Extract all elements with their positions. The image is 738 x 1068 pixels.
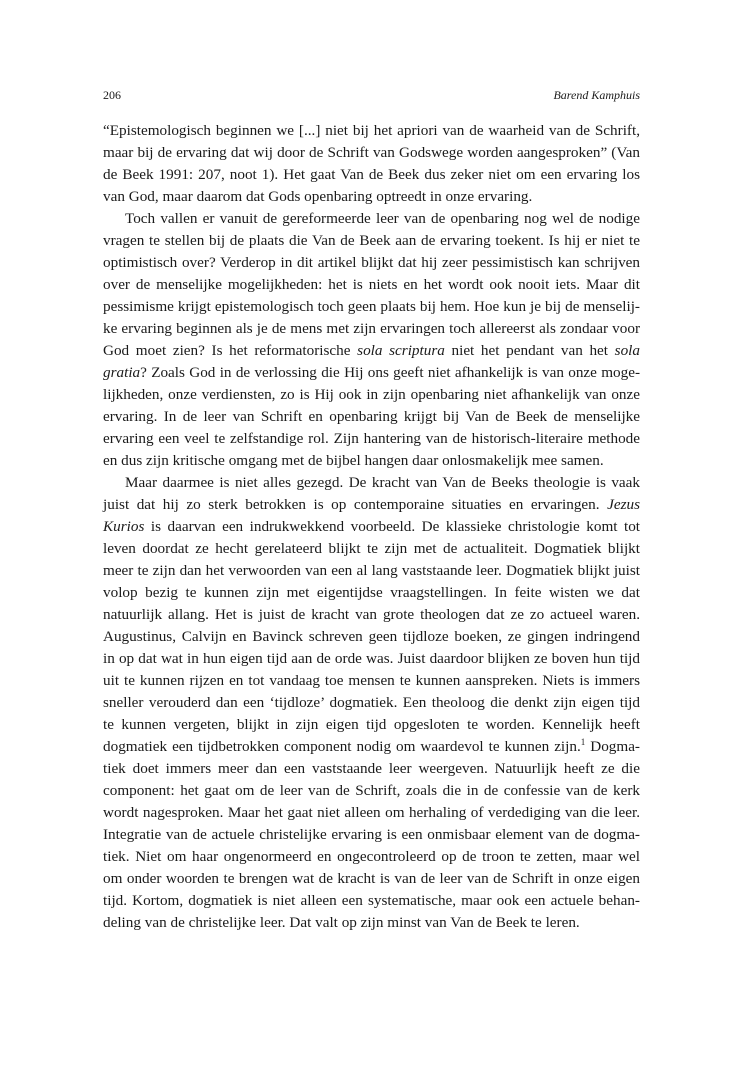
paragraph-1: [103, 120, 640, 208]
text-line: [103, 340, 640, 362]
text-line: meer te zijn dan het verwoorden van een al lang vaststaande leer. Dogmatiek blijkt juist: [103, 562, 640, 579]
italic-term: gratia: [103, 364, 141, 381]
text-line: tijd. Kortom, dogmatiek is niet alleen een systematische, maar ook een actuele behan-: [103, 892, 640, 909]
italic-term: Kurios: [103, 518, 145, 535]
page-number: 206: [103, 88, 121, 102]
text-run: dogmatiek een tijdbetrokken component nodig om waardevol te kunnen zijn.: [103, 738, 581, 755]
text-run: niet het pendant van het: [451, 342, 609, 359]
text-line: maar bij de ervaring dat wij door de Schrift van Godswege worden aangesproken” (Van: [103, 144, 640, 161]
text-line: ke ervaring beginnen als je de mens met zijn ervaringen toch allereerst als zondaar voor: [103, 320, 640, 337]
text-line: [103, 362, 640, 384]
text-line: over de menselijke mogelijkheden: het is niets en het wordt ook nooit iets. Maar dit: [103, 276, 640, 293]
text-line: ervaring. In de leer van Schrift en openbaring krijgt bij Van de Beek de menselijke: [103, 408, 640, 425]
text-line: Augustinus, Calvijn en Bavinck schreven geen tijdloze boeken, ze gingen indringend: [103, 628, 640, 645]
footnote-marker: 1: [580, 737, 586, 747]
italic-term: sola: [614, 342, 640, 359]
text-line: optimistisch over? Verderop in dit artikel blijkt dat hij zeer pessimistisch kan schrijven: [103, 254, 640, 271]
italic-term: sola scriptura: [357, 342, 445, 359]
text-line: vragen te stellen bij de plaats die Van de Beek aan de ervaring toekent. Is hij er niet te: [103, 232, 640, 249]
text-line: pessimisme krijgt epistemologisch toch geen plaats bij hem. Hoe kun je bij de menselij-: [103, 298, 640, 315]
text-line: in op dat wat in hun eigen tijd aan de orde was. Juist daardoor blijken ze boven hun tijd: [103, 650, 640, 667]
text-run: juist dat hij zo sterk betrokken is op contemporaine situaties en ervaringen.: [103, 496, 600, 513]
text-line: volop bezig te kunnen zijn met eigentijdse vraagstellingen. In feite wisten we dat: [103, 584, 640, 601]
text-line: component: het gaat om de leer van de Schrift, zoals die in de confessie van de kerk: [103, 782, 640, 799]
body-text: [103, 120, 640, 934]
text-line: Toch vallen er vanuit de gereformeerde leer van de openbaring nog wel de nodige: [125, 210, 640, 227]
text-line: [103, 516, 640, 538]
text-line: ervaring een veel te zelfstandige rol. Zijn hantering van de historisch-literaire methode: [103, 430, 640, 447]
paragraph-2: [103, 208, 640, 472]
text-line: natuurlijk allang. Het is juist de kracht van grote theologen dat ze zo actueel waren.: [103, 606, 640, 623]
text-line: lijkheden, onze verdiensten, zo is Hij ook in zijn openbaring niet afhankelijk van onze: [103, 386, 640, 403]
text-line: de Beek 1991: 207, noot 1). Het gaat Van de Beek dus zeker niet om een ervaring los: [103, 166, 640, 183]
running-head: [103, 86, 640, 104]
text-line: te kunnen vergeten, blijkt in zijn eigen tijd opgesloten te worden. Kennelijk heeft: [103, 716, 640, 733]
text-line: tiek. Niet om haar ongenormeerd en ongecontroleerd op de troon te zetten, maar wel: [103, 848, 640, 865]
text-line: tiek doet immers meer dan een vaststaande leer weergeven. Natuurlijk heeft ze die: [103, 760, 640, 777]
text-line: van God, maar daarom dat Gods openbaring optreedt in onze ervaring.: [103, 188, 533, 205]
text-line: Maar daarmee is niet alles gezegd. De kracht van Van de Beeks theologie is vaak: [125, 474, 640, 491]
text-run: God moet zien? Is het reformatorische: [103, 342, 351, 359]
text-run: is daarvan een indrukwekkend voorbeeld. De klassieke christologie komt tot: [150, 518, 641, 535]
italic-term: Jezus: [607, 496, 641, 513]
text-line: [103, 736, 640, 758]
text-line: [103, 494, 640, 516]
text-run: ? Zoals God in de verlossing die Hij ons geeft niet afhankelijk is van onze moge-: [140, 364, 640, 381]
text-line: Integratie van de actuele christelijke ervaring is een onmisbaar element van de dogma-: [103, 826, 640, 843]
text-line: wordt nagesproken. Maar het gaat niet alleen om herhaling of verdediging van die leer.: [103, 804, 640, 821]
text-line: uit te kunnen rijzen en tot vandaag toe mensen te kunnen aanspreken. Niets is immers: [103, 672, 640, 689]
text-line: en dus zijn kritische omgang met de bijbel hangen daar onlosmakelijk mee samen.: [103, 452, 604, 469]
text-line: sneller verouderd dan een ‘tijdloze’ dogmatiek. Een theoloog die denkt zijn eigen tijd: [103, 694, 640, 711]
text-line: deling van de christelijke leer. Dat valt op zijn minst van Van de Beek te leren.: [103, 914, 580, 931]
text-run: Dogma-: [585, 738, 640, 755]
text-line: om onder woorden te brengen wat de kracht is van de leer van de Schrift in onze eigen: [103, 870, 640, 887]
running-title: Barend Kamphuis: [553, 88, 640, 102]
text-line: leven doordat ze hecht gerelateerd blijkt te zijn met de actualiteit. Dogmatiek blijkt: [103, 540, 640, 557]
paragraph-3: [103, 472, 640, 934]
text-line: “Epistemologisch beginnen we [...] niet bij het apriori van de waarheid van de Schrift,: [103, 122, 640, 139]
